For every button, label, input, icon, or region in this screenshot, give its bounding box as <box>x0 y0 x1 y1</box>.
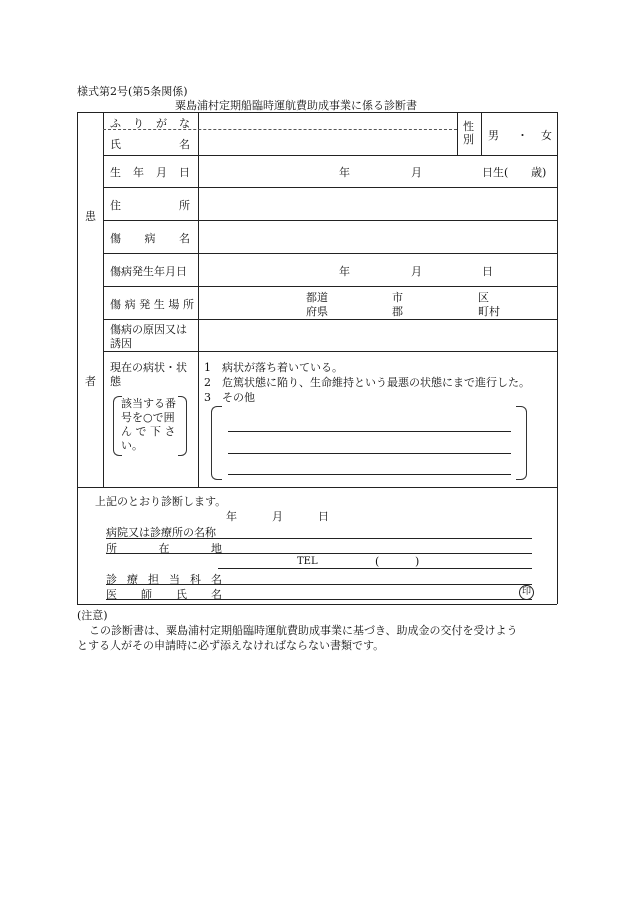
condition-label-line1: 現在の病状・状 <box>110 361 187 374</box>
disease-field[interactable] <box>201 223 553 251</box>
doctor-line[interactable] <box>106 599 532 600</box>
hospital-line[interactable] <box>106 538 532 539</box>
gender-male[interactable]: 男 <box>488 129 499 142</box>
other-bracket-left <box>211 406 222 480</box>
gender-label: 性別 <box>463 120 474 146</box>
furigana-label: ふ り が な <box>110 117 190 130</box>
other-bracket-right <box>516 406 527 480</box>
city-bottom: 郡 <box>392 305 403 318</box>
birth-day-age: 日生( <box>482 166 509 179</box>
other-line-2[interactable] <box>228 453 511 454</box>
birth-year: 年 <box>339 166 350 179</box>
cert-date-day: 日 <box>318 510 329 523</box>
tel-open: ( <box>375 555 380 568</box>
condition-option-1[interactable]: 1 病状が落ち着いている。 <box>204 361 343 374</box>
furigana-field[interactable] <box>201 114 453 128</box>
city-top: 市 <box>392 291 403 304</box>
notes-line-1: この診断書は、粟島浦村定期船臨時運航費助成事業に基づき、助成金の交付を受けよう <box>89 624 518 637</box>
certification-statement: 上記のとおり診断します。 <box>95 495 227 508</box>
name-field[interactable] <box>201 132 453 152</box>
onset-date-label: 傷病発生年月日 <box>110 265 187 278</box>
onset-day: 日 <box>482 265 493 278</box>
ward-top: 区 <box>478 291 489 304</box>
onset-place-label: 傷 病 発 生 場 所 <box>110 298 194 311</box>
location-label: 所 在 地 <box>106 542 222 555</box>
condition-option-2[interactable]: 2 危篤状態に陥り、生命維持という最悪の状態にまで進行した。 <box>204 376 530 389</box>
other-line-1[interactable] <box>228 431 511 432</box>
notes-heading: (注意) <box>77 609 108 622</box>
seal-mark: 印 <box>519 585 534 600</box>
tel-line[interactable] <box>218 568 532 569</box>
department-line[interactable] <box>106 584 532 585</box>
condition-option-3[interactable]: 3 その他 <box>204 391 255 404</box>
name-label: 氏 名 <box>110 138 190 151</box>
location-line[interactable] <box>106 553 532 554</box>
form-title: 粟島浦村定期船臨時運航費助成事業に係る診断書 <box>175 99 417 112</box>
disease-label: 傷 病 名 <box>110 232 190 245</box>
patient-label-bottom: 者 <box>85 375 96 388</box>
prefecture-bottom: 府県 <box>306 305 328 318</box>
prefecture-top: 都道 <box>306 291 328 304</box>
cert-date-month: 月 <box>272 510 283 523</box>
birth-age-close: 歳) <box>531 166 547 179</box>
address-field[interactable] <box>201 190 553 218</box>
gender-female[interactable]: 女 <box>541 129 552 142</box>
instruction-note: 該当する番 号を○で囲 ん で 下 さ い。 <box>121 397 176 452</box>
department-label: 診 療 担 当 科 名 <box>106 573 222 586</box>
birth-month: 月 <box>411 166 422 179</box>
form-number: 様式第2号(第5条関係) <box>77 85 188 98</box>
cause-field[interactable] <box>201 322 553 349</box>
onset-year: 年 <box>339 265 350 278</box>
address-label: 住 所 <box>110 199 190 212</box>
cert-date-year: 年 <box>226 510 237 523</box>
tel-label: TEL <box>297 556 318 567</box>
hospital-label: 病院又は診療所の名称 <box>106 526 216 539</box>
patient-label-top: 患 <box>85 210 96 223</box>
other-line-3[interactable] <box>228 474 511 475</box>
gender-separator: ・ <box>517 129 528 142</box>
cause-label-line2: 誘因 <box>110 337 132 350</box>
instruction-bracket-right <box>178 396 187 456</box>
notes-line-2: とする人がその申請時に必ず添えなければならない書類です。 <box>77 639 385 652</box>
cause-label-line1: 傷病の原因又は <box>110 323 187 336</box>
birthdate-label: 生 年 月 日 <box>110 166 190 179</box>
onset-month: 月 <box>411 265 422 278</box>
ward-bottom: 町村 <box>478 305 500 318</box>
condition-label-line2: 態 <box>110 375 121 388</box>
doctor-label: 医 師 氏 名 <box>106 588 222 601</box>
tel-close: ) <box>415 555 420 568</box>
